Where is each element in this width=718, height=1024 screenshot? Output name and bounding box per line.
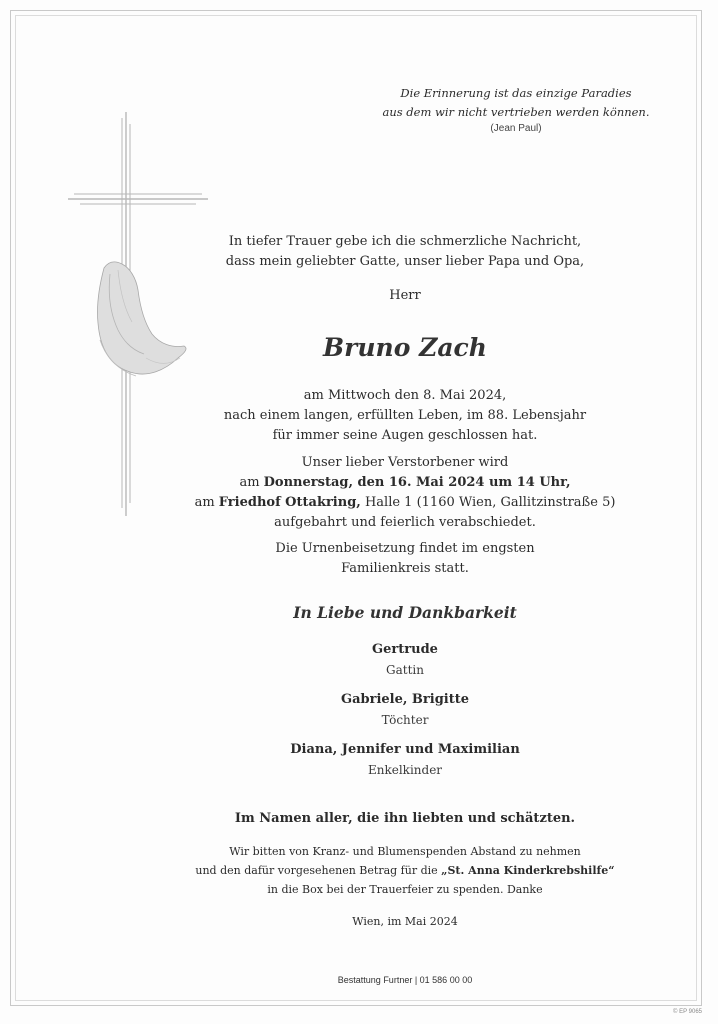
funeral-cemetery: Friedhof Ottakring, [218,495,361,510]
donation-line-1: Wir bitten von Kranz- und Blumenspenden Abstand zu nehmen [229,845,581,858]
funeral-line-1: Unser lieber Verstorbener wird [301,455,509,470]
quote [340,84,692,122]
funeral-line-3 [160,493,650,513]
death-line-3: für immer seine Augen geschlossen hat. [272,428,538,443]
mourner-name: Gabriele, Brigitte [340,692,470,707]
donation-request [160,842,650,899]
intro-line-1: In tiefer Trauer gebe ich die schmerzliche Nachricht, [228,234,582,249]
mourner-role: Enkelkinder [367,763,443,777]
intro [160,232,650,272]
funeral-home-footer: Bestattung Furtner | 01 586 00 00 [337,975,473,985]
urn-line-2: Familienkreis statt. [341,561,469,576]
mourner-gattin [160,640,650,680]
mourner-enkelkinder [160,740,650,780]
funeral-line-4: aufgebahrt und feierlich verabschiedet. [274,515,536,530]
donation-line-2-prefix: und den dafür vorgesehenen Betrag für die [195,864,442,877]
donation-charity: „St. Anna Kinderkrebshilfe“ [441,864,615,877]
dankbarkeit-heading: In Liebe und Dankbarkeit [293,603,517,622]
donation-line-2 [160,861,650,880]
deceased-name: Bruno Zach [323,333,487,362]
donation-line-3: in die Box bei der Trauerfeier zu spenden. Danke [267,883,543,896]
mourner-name: Diana, Jennifer und Maximilian [290,742,520,757]
mourner-toechter [160,690,650,730]
mourner-role: Gattin [386,663,424,677]
funeral-address: Halle 1 (1160 Wien, Gallitzinstraße 5) [360,495,616,510]
funeral-info [160,453,650,533]
funeral-line-2 [160,473,650,493]
print-code: © EP 9065 [673,1009,702,1015]
death-notice [160,386,650,446]
urn-line-1: Die Urnenbeisetzung findet im engsten [275,541,535,556]
urn-info [160,539,650,579]
funeral-line-3-prefix: am [194,495,219,510]
death-line-2: nach einem langen, erfüllten Leben, im 88. Lebensjahr [223,408,587,423]
intro-line-2: dass mein geliebter Gatte, unser lieber Papa und Opa, [225,254,585,269]
closing-line: Im Namen aller, die ihn liebten und schätzten. [234,811,576,826]
quote-line-1: Die Erinnerung ist das einzige Paradies [400,86,632,100]
funeral-date: Donnerstag, den 16. Mai 2024 um 14 Uhr, [263,475,571,490]
quote-line-2: aus dem wir nicht vertrieben werden können. [382,105,650,119]
quote-author: (Jean Paul) [490,123,542,134]
place-date: Wien, im Mai 2024 [352,915,458,928]
salutation: Herr [389,288,421,303]
funeral-line-2-prefix: am [239,475,264,490]
mourner-role: Töchter [381,713,429,727]
mourner-name: Gertrude [372,642,438,657]
death-line-1: am Mittwoch den 8. Mai 2024, [303,388,507,403]
